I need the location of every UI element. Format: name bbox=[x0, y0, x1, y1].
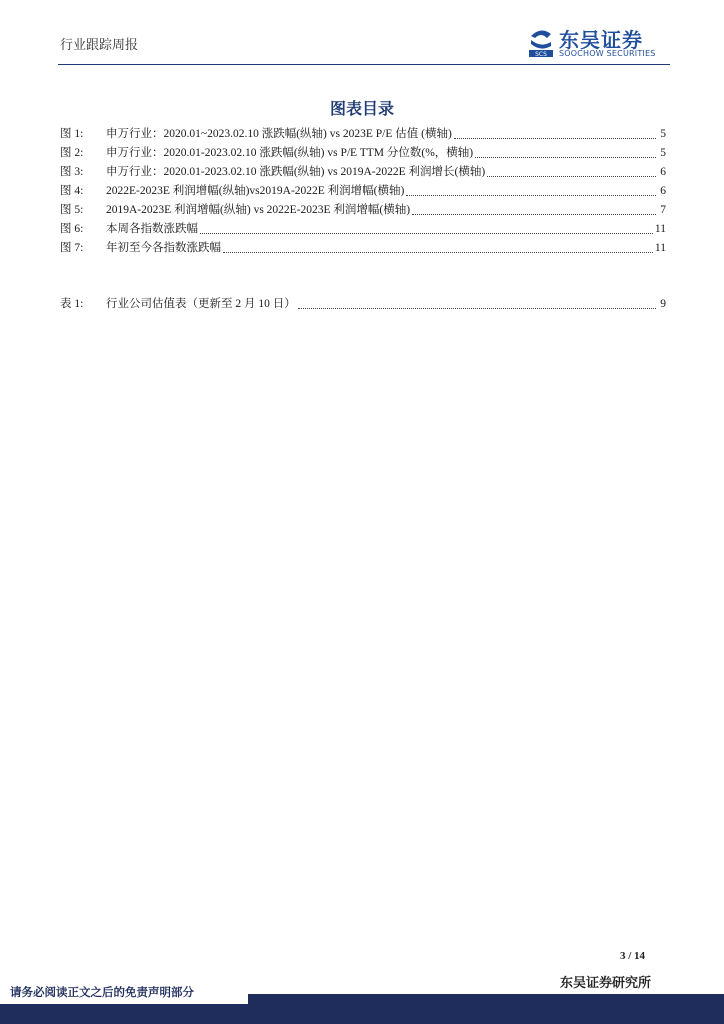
toc-figure-entry[interactable] bbox=[60, 238, 666, 256]
toc-dot-leader bbox=[487, 167, 656, 177]
toc-dot-leader bbox=[412, 205, 656, 215]
page-number: 3 / 14 bbox=[620, 950, 646, 962]
toc-entry-label: 图 4: bbox=[60, 185, 84, 197]
toc-entry-text: 本周各指数涨跌幅 bbox=[106, 223, 198, 235]
company-logo bbox=[527, 26, 672, 60]
toc-entry-label: 图 5: bbox=[60, 204, 84, 216]
toc-figure-entry[interactable] bbox=[60, 162, 666, 180]
toc-entry-label: 图 2: bbox=[60, 147, 84, 159]
logo-chinese-name: 东吴证券 bbox=[559, 28, 643, 52]
toc-entry-text: 行业公司估值表（更新至 2 月 10 日） bbox=[106, 298, 296, 310]
toc-table-entry[interactable] bbox=[60, 294, 666, 312]
toc-figure-entry[interactable] bbox=[60, 181, 666, 199]
toc-entry-page: 5 bbox=[660, 128, 666, 140]
footer-company-name: 东吴证券研究所 bbox=[560, 976, 652, 991]
toc-dot-leader bbox=[223, 243, 653, 253]
toc-entry-page: 9 bbox=[660, 298, 666, 310]
toc-figure-entry[interactable] bbox=[60, 124, 666, 142]
svg-text:SCS: SCS bbox=[535, 51, 547, 58]
toc-dot-leader bbox=[454, 129, 656, 139]
toc-figure-entry[interactable] bbox=[60, 219, 666, 237]
toc-figure-entry[interactable] bbox=[60, 200, 666, 218]
toc-entry-label: 图 7: bbox=[60, 242, 84, 254]
toc-entry-page: 6 bbox=[660, 185, 666, 197]
toc-entry-page: 7 bbox=[660, 204, 666, 216]
toc-entry-text: 年初至今各指数涨跌幅 bbox=[106, 242, 221, 254]
toc-entry-page: 11 bbox=[654, 242, 666, 254]
toc-entry-text: 2019A-2023E 利润增幅(纵轴) vs 2022E-2023E 利润增幅(横轴) bbox=[106, 204, 411, 216]
toc-entry-text: 申万行业：2020.01-2023.02.10 涨跌幅(纵轴) vs 2019A-2022E 利润增长(横轴) bbox=[106, 166, 486, 178]
toc-entry-page: 11 bbox=[654, 223, 666, 235]
header-report-type: 行业跟踪周报 bbox=[60, 38, 139, 53]
toc-dot-leader bbox=[406, 186, 656, 196]
toc-entry-label: 图 6: bbox=[60, 223, 84, 235]
toc-entry-page: 5 bbox=[660, 147, 666, 159]
toc-figure-entry[interactable] bbox=[60, 143, 666, 161]
toc-entry-label: 图 1: bbox=[60, 128, 84, 140]
toc-entry-text: 申万行业：2020.01~2023.02.10 涨跌幅(纵轴) vs 2023E P/E 估值 (横轴) bbox=[106, 128, 452, 140]
header-divider bbox=[58, 64, 670, 65]
logo-english-name: SOOCHOW SECURITIES bbox=[559, 49, 656, 58]
toc-dot-leader bbox=[298, 299, 656, 309]
toc-entry-page: 6 bbox=[660, 166, 666, 178]
toc-entry-label: 图 3: bbox=[60, 166, 84, 178]
toc-entry-text: 申万行业：2020.01-2023.02.10 涨跌幅(纵轴) vs P/E TTM 分位数(%，横轴) bbox=[106, 147, 474, 159]
toc-entry-text: 2022E-2023E 利润增幅(纵轴)vs2019A-2022E 利润增幅(横轴) bbox=[106, 185, 405, 197]
toc-dot-leader bbox=[475, 148, 656, 158]
toc-entry-label: 表 1: bbox=[60, 298, 84, 310]
toc-dot-leader bbox=[200, 224, 653, 234]
disclaimer-notice: 请务必阅读正文之后的免责声明部分 bbox=[10, 985, 194, 999]
soochow-logo-icon bbox=[527, 26, 555, 58]
toc-title: 图表目录 bbox=[329, 99, 394, 118]
